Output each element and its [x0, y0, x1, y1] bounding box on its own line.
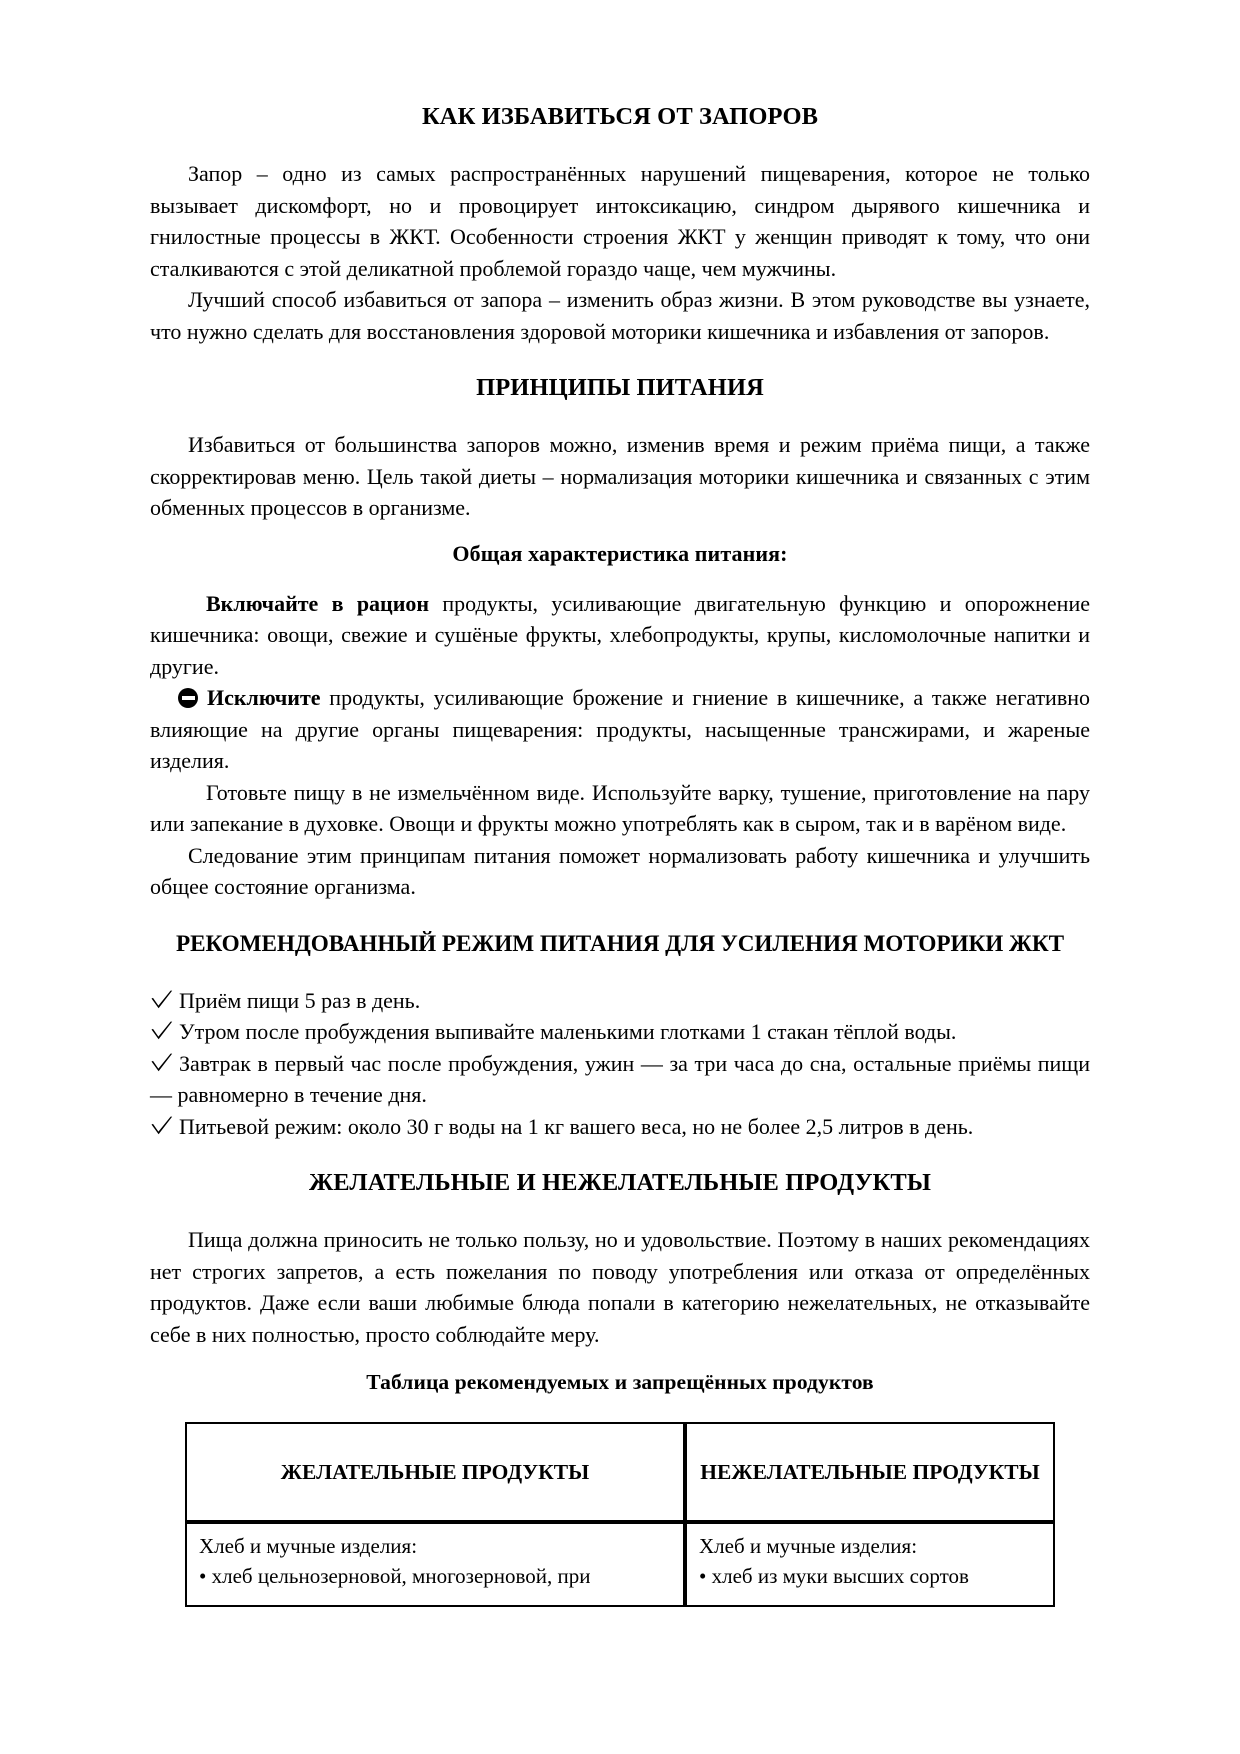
table-header-row: [185, 1422, 1055, 1522]
checkmark-icon: [150, 1052, 174, 1074]
include-in-diet-text: продукты, усиливающие двигательную функцию и опорожнение кишечника: овощи, свежие и сушёные фрукты, хлебопродукты, крупы, кисломолочные напитки и другие.: [150, 590, 1090, 679]
list-item-label: Приём пищи 5 раз в день.: [179, 987, 421, 1013]
products-intro-paragraph: Пища должна приносить не только пользу, но и удовольствие. Поэтому в наших рекомендациях нет строгих запретов, а есть пожелания по поводу употребления или отказа от определённых продуктов. Даже если ваши любимые блюда попали в категорию нежелательных, не отказывайте себе в них полностью, просто соблюдайте меру.: [150, 1227, 1090, 1347]
cell-bullet-item: • хлеб цельнозерновой, многозерновой, при: [199, 1564, 591, 1588]
checkmark-icon: [150, 1020, 174, 1042]
list-item-label: Завтрак в первый час после пробуждения, ужин — за три часа до сна, остальные приёмы пищи — равномерно в течение дня.: [150, 1050, 1090, 1107]
document-content: [150, 96, 1090, 1607]
intro-paragraph-2: Лучший способ избавиться от запора – изменить образ жизни. В этом руководстве вы узнаете, что нужно сделать для восстановления здоровой моторики кишечника и избавления от запоров.: [150, 287, 1090, 344]
section-heading-desirable-undesirable-products: ЖЕЛАТЕЛЬНЫЕ И НЕЖЕЛАТЕЛЬНЫЕ ПРОДУКТЫ: [308, 1169, 932, 1196]
cell-category-title: Хлеб и мучные изделия:: [199, 1534, 418, 1558]
checkmark-icon: [150, 989, 174, 1011]
table-cell-desirable: [185, 1522, 685, 1607]
nutrition-principles-paragraph: Избавиться от большинства запоров можно, изменив время и режим приёма пищи, а также скорректировав меню. Цель такой диеты – нормализация моторики кишечника и связанных с этим обменных процессов в организме.: [150, 432, 1090, 520]
list-item: [150, 1048, 1090, 1111]
sub-heading-general-characteristics: Общая характеристика питания:: [452, 540, 788, 566]
exclude-from-diet-paragraph: [150, 682, 1090, 777]
nutrition-principles-closing-paragraph: Следование этим принципам питания поможет нормализовать работу кишечника и улучшить общее состояние организма.: [150, 842, 1090, 899]
page-title: КАК ИЗБАВИТЬСЯ ОТ ЗАПОРОВ: [421, 103, 819, 130]
include-in-diet-paragraph: [150, 588, 1090, 683]
regimen-list: [150, 985, 1090, 1143]
list-item-label: Питьевой режим: около 30 г воды на 1 кг вашего веса, но не более 2,5 литров в день.: [179, 1113, 974, 1139]
include-in-diet-lead: Включайте в рацион: [206, 590, 430, 616]
table-header-desirable: ЖЕЛАТЕЛЬНЫЕ ПРОДУКТЫ: [185, 1422, 685, 1522]
cell-category-title: Хлеб и мучные изделия:: [699, 1534, 918, 1558]
list-item-label: Утром после пробуждения выпивайте маленькими глотками 1 стакан тёплой воды.: [179, 1019, 957, 1044]
table-header-undesirable: НЕЖЕЛАТЕЛЬНЫЕ ПРОДУКТЫ: [685, 1422, 1055, 1522]
list-item: [150, 1016, 1090, 1048]
minus-circle-icon: [178, 688, 198, 708]
table-caption: Таблица рекомендуемых и запрещённых продуктов: [366, 1370, 874, 1394]
section-heading-recommended-regimen: РЕКОМЕНДОВАННЫЙ РЕЖИМ ПИТАНИЯ ДЛЯ УСИЛЕНИЯ МОТОРИКИ ЖКТ: [175, 930, 1065, 957]
products-table: [185, 1422, 1055, 1607]
table-cell-undesirable: [685, 1522, 1055, 1607]
exclude-from-diet-text: продукты, усиливающие брожение и гниение в кишечнике, а также негативно влияющие на другие органы пищеварения: продукты, насыщенные трансжирами, и жареные изделия.: [150, 685, 1090, 773]
cooking-method-paragraph: Готовьте пищу в не измельчённом виде. Используйте варку, тушение, приготовление на пару или запекание в духовке. Овощи и фрукты можно употреблять как в сыром, так и в варёном виде.: [150, 779, 1090, 836]
intro-paragraph-1: Запор – одно из самых распространённых нарушений пищеварения, которое не только вызывает дискомфорт, но и провоцирует интоксикацию, синдром дырявого кишечника и гнилостные процессы в ЖКТ. Особенности строения ЖКТ у женщин приводят к тому, что они сталкиваются с этой деликатной проблемой гораздо чаще, чем мужчины.: [150, 161, 1090, 281]
table-row: [185, 1522, 1055, 1607]
cell-bullet-item: • хлеб из муки высших сортов: [699, 1564, 969, 1588]
exclude-from-diet-lead: Исключите: [207, 685, 321, 710]
list-item: [150, 985, 1090, 1017]
checkmark-icon: [150, 1115, 174, 1137]
list-item: [150, 1111, 1090, 1143]
section-heading-nutrition-principles: ПРИНЦИПЫ ПИТАНИЯ: [476, 374, 764, 401]
